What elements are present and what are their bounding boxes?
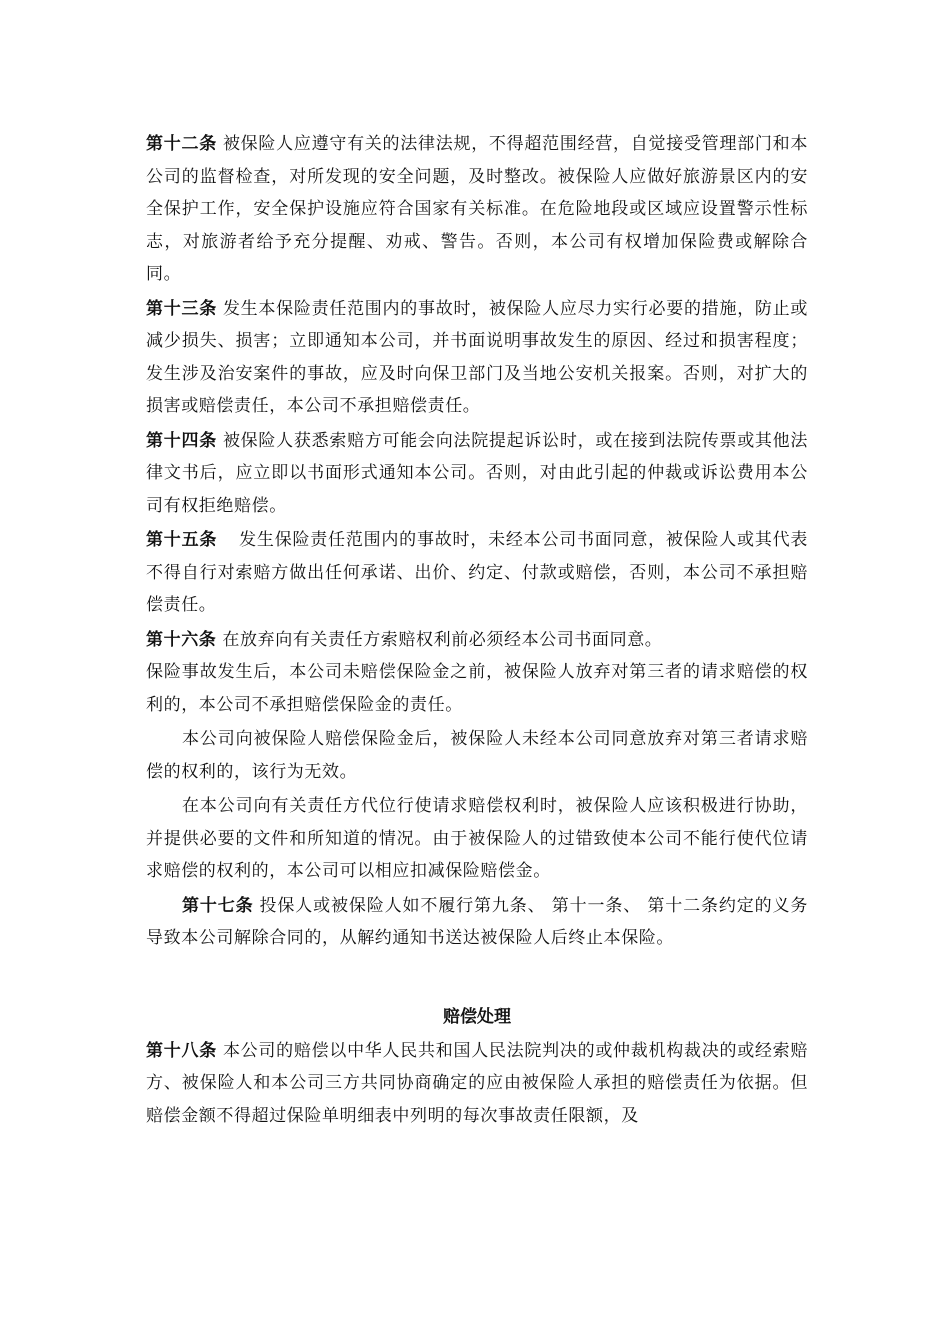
article-16-label: 第十六条	[146, 629, 217, 650]
article-15	[146, 524, 808, 622]
article-12	[146, 128, 808, 291]
article-17-label: 第十七条	[182, 895, 254, 916]
article-13-label: 第十三条	[146, 298, 217, 319]
subrogation-paragraph-3: 在本公司向有关责任方代位行使请求赔偿权利时，被保险人应该积极进行协助，并提供必要的文件和所知道的情况。由于被保险人的过错致使本公司不能行使代位请求赔偿的权利的，本公司可以相应扣减保险赔偿金。	[146, 796, 808, 881]
article-15-text: 发生保险责任范围内的事故时，未经本公司书面同意，被保险人或其代表不得自行对索赔方做出任何承诺、出价、约定、付款或赔偿，否则，本公司不承担赔偿责任。	[146, 530, 808, 615]
section-title: 赔偿处理	[443, 1006, 511, 1027]
article-18-text: 本公司的赔偿以中华人民共和国人民法院判决的或仲裁机构裁决的或经索赔方、被保险人和本公司三方共同协商确定的应由被保险人承担的赔偿责任为依据。但赔偿金额不得超过保险单明细表中列明的每次事故责任限额，及	[146, 1040, 808, 1126]
subrogation-paragraph-2: 本公司向被保险人赔偿保险金后，被保险人未经本公司同意放弃对第三者请求赔偿的权利的，该行为无效。	[146, 729, 808, 782]
article-14	[146, 425, 808, 523]
document-page	[146, 128, 808, 1132]
article-13-text: 发生本保险责任范围内的事故时，被保险人应尽力实行必要的措施，防止或减少损失、损害；立即通知本公司，并书面说明事故发生的原因、经过和损害程度；发生涉及治安案件的事故，应及时向保卫部门及当地公安机关报案。否则，对扩大的损害或赔偿责任，本公司不承担赔偿责任。	[146, 298, 808, 416]
article-12-label: 第十二条	[146, 134, 217, 154]
article-16	[146, 624, 808, 657]
article-14-label: 第十四条	[146, 430, 217, 451]
article-18	[146, 1035, 808, 1133]
article-17-text: 投保人或被保险人如不履行第九条、 第十一条、 第十二条约定的义务导致本公司解除合同的，从解约通知书送达被保险人后终止本保险。	[146, 895, 808, 948]
article-15-label: 第十五条	[146, 530, 218, 550]
article-13	[146, 293, 808, 423]
article-14-text: 被保险人获悉索赔方可能会向法院提起诉讼时，或在接到法院传票或其他法律文书后，应立即以书面形式通知本公司。否则，对由此引起的仲裁或诉讼费用本公司有权拒绝赔偿。	[146, 430, 808, 516]
article-12-text: 被保险人应遵守有关的法律法规，不得超范围经营，自觉接受管理部门和本公司的监督检查，对所发现的安全问题，及时整改。被保险人应做好旅游景区内的安全保护工作，安全保护设施应符合国家有关标准。在危险地段或区域应设置警示性标志，对旅游者给予充分提醒、劝戒、警告。否则，本公司有权增加保险费或解除合同。	[146, 134, 808, 284]
article-17	[146, 890, 808, 955]
subrogation-paragraph-1: 保险事故发生后，本公司未赔偿保险金之前，被保险人放弃对第三者的请求赔偿的权利的，本公司不承担赔偿保险金的责任。	[146, 662, 808, 715]
article-16-text: 在放弃向有关责任方索赔权利前必须经本公司书面同意。	[222, 629, 663, 650]
article-18-label: 第十八条	[146, 1040, 217, 1061]
